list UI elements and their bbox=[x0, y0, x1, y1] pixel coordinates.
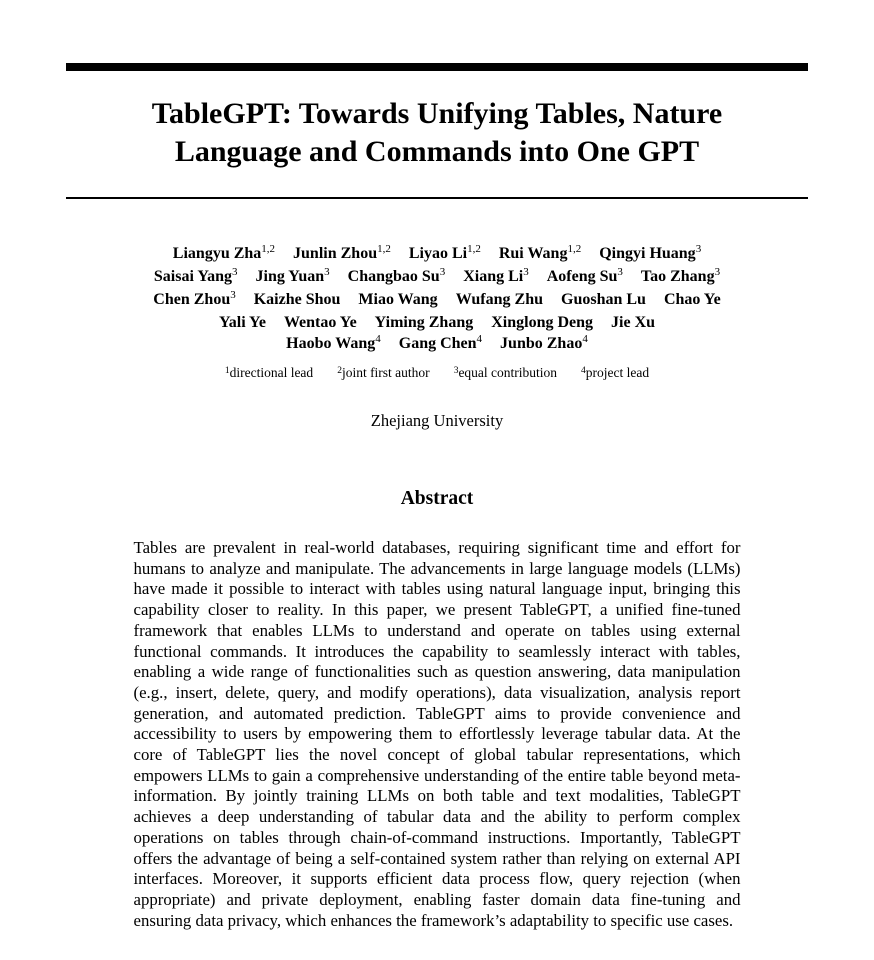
author-name: Gang Chen$^4$ bbox=[398, 333, 483, 352]
author-name: Kaizhe Shou bbox=[253, 291, 341, 308]
author-name: Xiang Li$^3$ bbox=[463, 266, 529, 285]
author-name: Wentao Ye bbox=[283, 314, 357, 331]
author-block bbox=[0, 243, 874, 356]
author-affiliation-superscript: 3 bbox=[439, 266, 446, 278]
author-name: Liangyu Zha$^{1,2}$ bbox=[172, 243, 276, 262]
author-line-5 bbox=[0, 333, 874, 356]
author-name: Tao Zhang$^3$ bbox=[640, 266, 721, 285]
author-name: Xinglong Deng bbox=[491, 314, 594, 331]
author-name: Jing Yuan$^3$ bbox=[255, 266, 330, 285]
author-name: Haobo Wang$^4$ bbox=[286, 333, 381, 352]
author-name: Changbao Su$^3$ bbox=[347, 266, 446, 285]
author-affiliation-superscript: 3 bbox=[617, 266, 623, 278]
paper-title bbox=[0, 95, 874, 171]
footnote-item: $^2$joint first author bbox=[337, 365, 430, 380]
abstract-heading: Abstract bbox=[400, 488, 474, 509]
footnote-item: $^4$project lead bbox=[581, 365, 650, 380]
footnote-superscript: 1 bbox=[224, 366, 230, 376]
author-affiliation-superscript: 4 bbox=[476, 333, 483, 345]
author-name: Jie Xu bbox=[611, 314, 656, 331]
author-affiliation-superscript: 3 bbox=[232, 266, 238, 278]
footnote-block bbox=[0, 364, 874, 384]
author-name: Junlin Zhou$^{1,2}$ bbox=[293, 243, 391, 262]
author-affiliation-superscript: 3 bbox=[230, 289, 236, 301]
author-name: Rui Wang$^{1,2}$ bbox=[498, 243, 582, 262]
author-name: Junbo Zhao$^4$ bbox=[500, 333, 588, 352]
abstract-text: Tables are prevalent in real-world databases, requiring significant time and effort for humans to analyze and manipulate. The advancements in large language models (LLMs) have made it possible to interact with tables using natural language input, bringing this capability closer to reality. In this paper, we present TableGPT, a unified fine-tuned framework that enables LLMs to understand and operate on tables using external functional commands. It introduces the capability to seamlessly interact with tables, enabling a wide range of functionalities such as question answering, data manipulation (e.g., insert, delete, query, and modify operations), data visualization, analysis report generation, and automated prediction. TableGPT aims to provide convenience and accessibility to users by empowering them to effortlessly leverage tabular data. At the core of TableGPT lies the novel concept of global tabular representations, which empowers LLMs to gain a comprehensive understanding of the entire table beyond meta-information. By jointly training LLMs on both table and text modalities, TableGPT achieves a deep understanding of tabular data and the ability to perform complex operations on tables through chain-of-command instructions. Importantly, TableGPT offers the advantage of being a self-contained system rather than relying on external API interfaces. Moreover, it supports efficient data process flow, query rejection (when appropriate) and private deployment, enabling faster domain data fine-tuning and ensuring data privacy, which enhances the framework’s adaptability to specific use cases. bbox=[133, 538, 741, 930]
affiliation: Zhejiang University bbox=[370, 411, 504, 430]
author-affiliation-superscript: 3 bbox=[695, 243, 702, 255]
footnote-superscript: 2 bbox=[337, 366, 342, 376]
author-name: Aofeng Su$^3$ bbox=[546, 266, 623, 285]
footnote-item: $^3$equal contribution bbox=[453, 365, 558, 380]
author-line-3 bbox=[0, 289, 874, 312]
author-affiliation-superscript: 4 bbox=[375, 333, 381, 345]
author-affiliation-superscript: 1,2 bbox=[467, 243, 481, 255]
author-affiliation-superscript: 3 bbox=[523, 266, 529, 278]
author-affiliation-superscript: 3 bbox=[714, 266, 721, 278]
author-name: Miao Wang bbox=[358, 291, 438, 308]
footnote-superscript: 3 bbox=[453, 366, 459, 376]
title-separator-rule bbox=[66, 197, 808, 199]
author-name: Liyao Li$^{1,2}$ bbox=[408, 243, 481, 262]
author-name: Chen Zhou$^3$ bbox=[153, 289, 236, 308]
author-affiliation-superscript: 1,2 bbox=[377, 243, 391, 255]
author-name: Yiming Zhang bbox=[374, 314, 474, 331]
author-name: Guoshan Lu bbox=[561, 291, 646, 308]
author-name: Yali Ye bbox=[218, 314, 266, 331]
author-name: Chao Ye bbox=[663, 291, 721, 308]
author-name: Saisai Yang$^3$ bbox=[153, 266, 238, 285]
footnote-item: $^1$directional lead bbox=[224, 365, 314, 380]
author-affiliation-superscript: 1,2 bbox=[261, 243, 276, 255]
author-line-4 bbox=[0, 312, 874, 333]
footnote-superscript: 4 bbox=[581, 366, 586, 376]
author-line-2 bbox=[0, 266, 874, 289]
author-name: Qingyi Huang$^3$ bbox=[599, 243, 702, 262]
author-affiliation-superscript: 3 bbox=[324, 266, 330, 278]
author-name: Wufang Zhu bbox=[455, 291, 543, 308]
paper-title-line-2: Language and Commands into One GPT bbox=[174, 135, 700, 168]
author-line-1 bbox=[0, 243, 874, 266]
author-affiliation-superscript: 4 bbox=[582, 333, 588, 345]
author-affiliation-superscript: 1,2 bbox=[567, 243, 582, 255]
paper-title-line-1: TableGPT: Towards Unifying Tables, Nature bbox=[151, 97, 723, 130]
top-rule bbox=[66, 63, 808, 71]
